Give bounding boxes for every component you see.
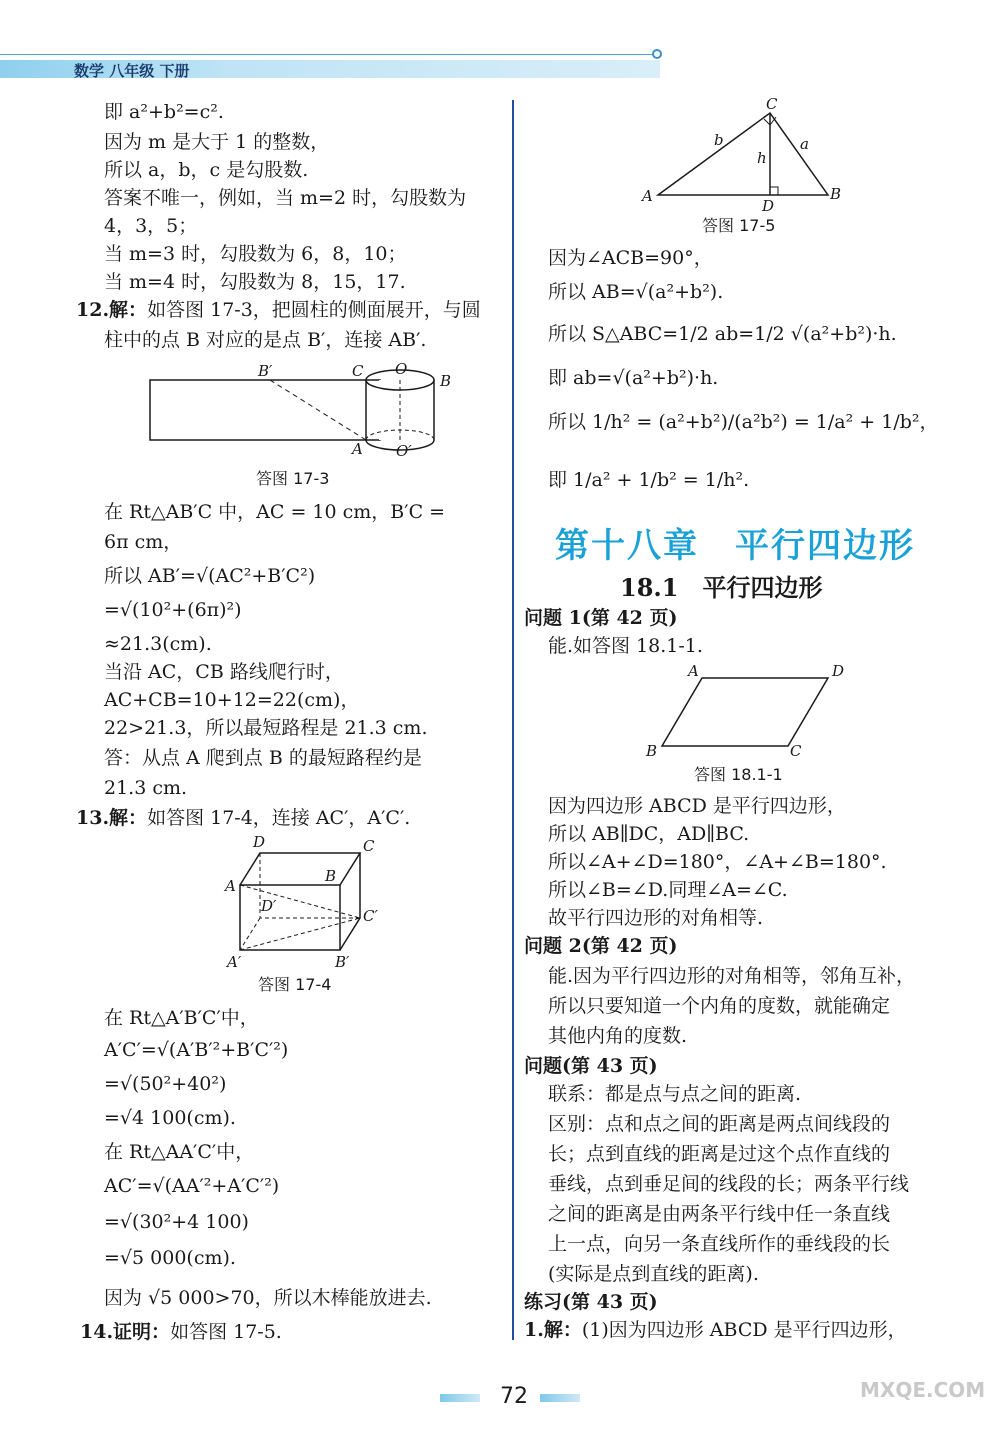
section-title: 18.1 平行四边形 [620, 573, 823, 602]
line-text: (1)因为四边形 ABCD 是平行四边形， [581, 1319, 907, 1341]
line-text: 即 1/a² + 1/b² = 1/h². [548, 469, 750, 491]
line-text: 当 m=3 时，勾股数为 6，8，10； [104, 243, 407, 265]
right-text-line [548, 320, 897, 348]
right-text-line [524, 932, 678, 960]
fig17-3-label: O [395, 360, 408, 378]
line-text: (实际是点到直线的距离). [548, 1263, 759, 1285]
line-text: 问题 2(第 42 页) [524, 935, 678, 957]
line-text: 区别：点和点之间的距离是两点间线段的 [548, 1113, 891, 1135]
chapter-title: 第十八章 平行四边形 [555, 526, 915, 566]
left-text-line [104, 596, 242, 624]
fig17-4-label: B′ [335, 953, 350, 971]
line-text: 所以只要知道一个内角的度数，就能确定 [548, 995, 891, 1017]
right-text-line [548, 792, 846, 820]
line-text: 联系：都是点与点之间的距离. [548, 1083, 802, 1105]
line-text: 垂线，点到垂足间的线段的长；两条平行线 [548, 1173, 910, 1195]
problem-label: 14.证明： [80, 1321, 171, 1343]
fig17-3-label: C [352, 362, 364, 380]
line-text: 柱中的点 B 对应的是点 B′，连接 AB′. [104, 329, 427, 351]
left-text-line [104, 1036, 288, 1064]
right-text-line [548, 1200, 890, 1228]
left-text-line [104, 714, 427, 742]
line-text: 当 m=4 时，勾股数为 8，15，17. [104, 271, 406, 293]
fig17-4-label: C [363, 837, 375, 855]
right-text-line [524, 1316, 907, 1344]
line-text: 其他内角的度数. [548, 1025, 688, 1047]
fig17-5-label: a [800, 135, 809, 153]
fig17-5-label: B [830, 185, 842, 203]
line-text: 即 ab=√(a²+b²)·h. [548, 367, 719, 389]
line-text: 答：从点 A 爬到点 B 的最短路程约是 [104, 747, 422, 769]
line-text: 所以∠B=∠D.同理∠A=∠C. [548, 879, 788, 901]
watermark: MXQE.COM [860, 1378, 986, 1402]
line-text: 在 Rt△AB′C 中，AC = 10 cm，B′C = [104, 501, 446, 523]
line-text: 能.因为平行四边形的对角相等，邻角互补， [548, 965, 916, 987]
line-text: 因为 m 是大于 1 的整数， [104, 131, 330, 153]
figure-17-5 [640, 95, 860, 215]
line-text: 练习(第 43 页) [524, 1291, 658, 1313]
left-text-line [104, 1244, 236, 1272]
caption-fig17-4: 答图 17-4 [258, 975, 332, 994]
line-text: 故平行四边形的对角相等. [548, 907, 764, 929]
left-text-line [104, 774, 187, 802]
fig17-4-label: D [253, 833, 266, 851]
caption-fig18-1-1: 答图 18.1-1 [694, 765, 783, 784]
figure-18-1-1 [640, 660, 860, 760]
figure-17-3 [140, 360, 460, 460]
line-text: 因为∠ACB=90°， [548, 247, 713, 269]
right-text-line [548, 1230, 890, 1258]
line-text: 因为四边形 ABCD 是平行四边形， [548, 795, 846, 817]
fig17-3-label: B′ [258, 362, 273, 380]
right-text-line [548, 1022, 687, 1050]
right-text-line [548, 1170, 909, 1198]
header-rule [0, 54, 660, 55]
page-number-decoration-right [540, 1394, 580, 1402]
figure-17-4 [225, 833, 385, 971]
fig17-5-label: D [762, 197, 775, 215]
right-text-line [548, 632, 703, 660]
line-text: 所以 S△ABC=1/2 ab=1/2 √(a²+b²)·h. [548, 323, 897, 345]
right-text-line [548, 278, 723, 306]
line-text: 问题(第 43 页) [524, 1055, 658, 1077]
left-text-line [104, 562, 315, 590]
right-text-line [548, 962, 915, 990]
left-text-line [104, 528, 182, 556]
line-text: 如答图 17-5. [170, 1321, 282, 1343]
right-text-line [548, 364, 718, 392]
fig17-3-label: B [440, 372, 452, 390]
line-text: 如答图 17-4，连接 AC′，A′C′. [147, 807, 411, 829]
line-text: 答案不唯一，例如，当 m=2 时，勾股数为 [104, 187, 467, 209]
fig17-3-label: O′ [396, 442, 412, 460]
right-text-line [548, 848, 887, 876]
header-dot [652, 49, 662, 59]
right-text-line [548, 820, 749, 848]
right-text-line [548, 876, 788, 904]
right-text-line [548, 992, 890, 1020]
line-text: 之间的距离是由两条平行线中任一条直线 [548, 1203, 891, 1225]
line-text: 长；点到直线的距离是过这个点作直线的 [548, 1143, 891, 1165]
left-text-line [104, 128, 329, 156]
line-text: 上一点，向另一条直线所作的垂线段的长 [548, 1233, 891, 1255]
line-text: 如答图 17-3，把圆柱的侧面展开，与圆 [147, 299, 481, 321]
fig17-5-label: b [714, 131, 724, 149]
line-text: 21.3 cm. [104, 777, 188, 799]
left-text-line [104, 1070, 226, 1098]
left-text-line [104, 686, 359, 714]
right-text-line [548, 1110, 890, 1138]
left-text-line [104, 184, 466, 212]
left-text-line [104, 156, 308, 184]
left-text-line [104, 1172, 279, 1200]
left-text-line [104, 630, 212, 658]
line-text: 在 Rt△AA′C′中， [104, 1141, 255, 1163]
right-text-line [548, 1260, 759, 1288]
fig18-1-1-label: A [688, 662, 699, 680]
left-text-line [104, 212, 197, 240]
fig17-4-label: D′ [261, 897, 277, 915]
caption-fig17-3: 答图 17-3 [256, 469, 330, 488]
line-text: =√4 100(cm). [104, 1107, 236, 1129]
right-text-line [548, 408, 939, 436]
line-text: A′C′=√(A′B′²+B′C′²) [104, 1039, 289, 1061]
left-text-line [104, 268, 406, 296]
line-text: 22>21.3，所以最短路程是 21.3 cm. [104, 717, 428, 739]
fig17-4-label: A′ [227, 953, 242, 971]
left-text-line [104, 1004, 259, 1032]
line-text: 6π cm， [104, 531, 183, 553]
line-text: 能.如答图 18.1-1. [548, 635, 703, 657]
problem-label: 1.解： [524, 1319, 582, 1341]
fig17-5-label: A [642, 187, 653, 205]
line-text: ≈21.3(cm). [104, 633, 212, 655]
left-text-line [104, 1284, 432, 1312]
right-text-line [548, 244, 713, 272]
right-text-line [548, 1140, 890, 1168]
left-text-line [104, 658, 344, 686]
left-text-line [76, 804, 410, 832]
left-text-line [104, 498, 445, 526]
fig17-4-label: B [325, 867, 337, 885]
line-text: =√(10²+(6π)²) [104, 599, 242, 621]
line-text: 所以 AB=√(a²+b²). [548, 281, 724, 303]
left-text-line [104, 1208, 249, 1236]
line-text: 所以 a，b，c 是勾股数. [104, 159, 309, 181]
left-text-line [104, 1138, 254, 1166]
problem-label: 12.解： [76, 299, 148, 321]
left-text-line [104, 240, 407, 268]
line-text: 当沿 AC，CB 路线爬行时， [104, 661, 344, 683]
line-text: 问题 1(第 42 页) [524, 607, 678, 629]
right-text-line [548, 466, 749, 494]
line-text: =√5 000(cm). [104, 1247, 236, 1269]
header-title: 数学 八年级 下册 [74, 62, 190, 80]
line-text: 在 Rt△A′B′C′中， [104, 1007, 259, 1029]
line-text: 所以 AB′=√(AC²+B′C²) [104, 565, 316, 587]
fig18-1-1-label: B [646, 742, 658, 760]
left-text-line [104, 326, 426, 354]
line-text: 因为 √5 000>70，所以木棒能放进去. [104, 1287, 432, 1309]
line-text: 4，3，5； [104, 215, 198, 237]
line-text: =√(50²+40²) [104, 1073, 227, 1095]
fig18-1-1-label: D [832, 662, 845, 680]
fig17-5-label: h [757, 149, 767, 167]
right-text-line [524, 1052, 658, 1080]
fig17-3-label: A [352, 440, 363, 458]
left-text-line [104, 744, 422, 772]
fig17-4-label: C′ [363, 907, 378, 925]
caption-fig17-5: 答图 17-5 [702, 216, 776, 235]
column-divider [512, 100, 514, 1340]
left-text-line [104, 1104, 236, 1132]
line-text: =√(30²+4 100) [104, 1211, 249, 1233]
page-header [0, 54, 670, 84]
right-text-line [524, 1288, 658, 1316]
left-text-line [80, 1318, 282, 1346]
right-text-line [548, 1080, 801, 1108]
page-number: 72 [500, 1384, 528, 1409]
line-text: AC+CB=10+12=22(cm)， [104, 689, 360, 711]
left-text-line [76, 296, 481, 324]
right-text-line [548, 904, 763, 932]
fig18-1-1-label: C [790, 742, 802, 760]
line-text: 所以 AB∥DC，AD∥BC. [548, 823, 750, 845]
fig17-4-label: A [225, 877, 236, 895]
page-number-decoration-left [440, 1394, 480, 1402]
problem-label: 13.解： [76, 807, 148, 829]
line-text: 所以∠A+∠D=180°，∠A+∠B=180°. [548, 851, 887, 873]
line-text: 即 a²+b²=c². [104, 101, 224, 123]
fig17-5-label: C [766, 95, 778, 113]
right-text-line [524, 604, 678, 632]
line-text: 所以 1/h² = (a²+b²)/(a²b²) = 1/a² + 1/b²， [548, 411, 939, 433]
left-text-line [104, 98, 224, 126]
line-text: AC′=√(AA′²+A′C′²) [104, 1175, 280, 1197]
